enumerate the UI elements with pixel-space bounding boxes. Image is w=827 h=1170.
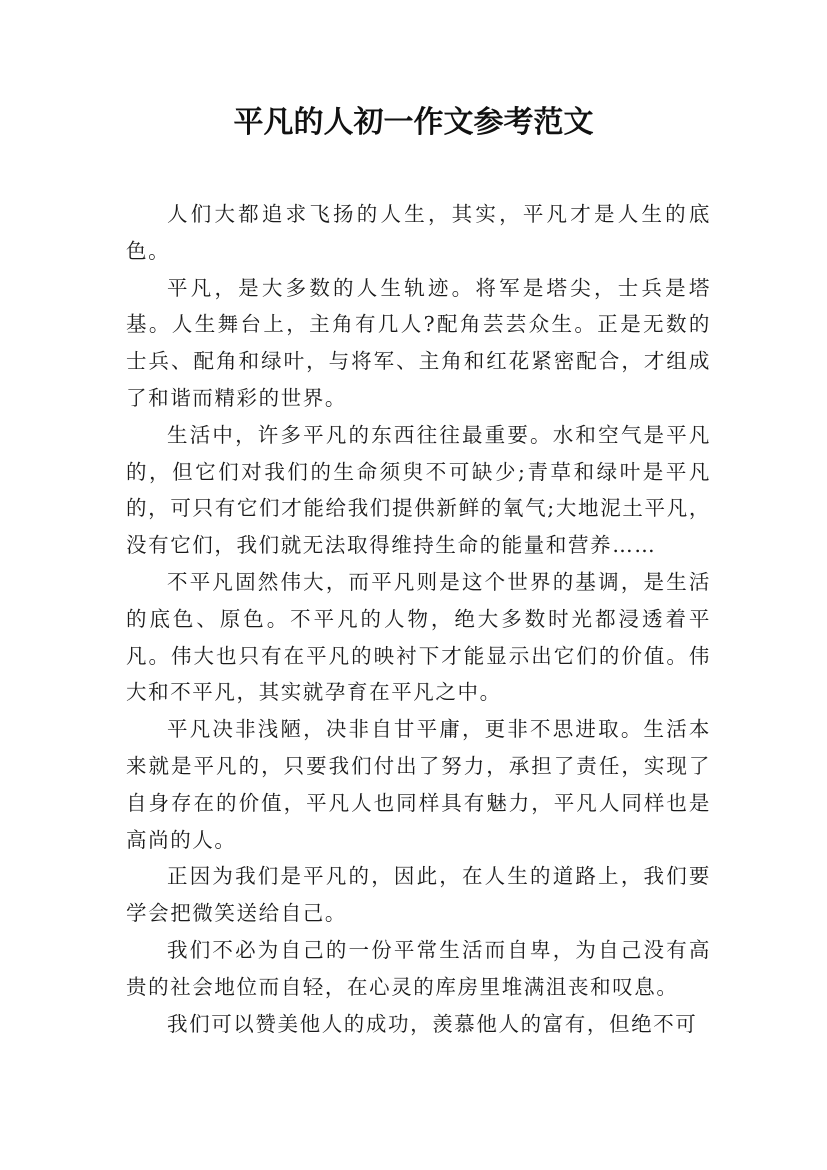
paragraph: 正因为我们是平凡的，因此，在人生的道路上，我们要学会把微笑送给自己。 xyxy=(126,864,711,926)
document-title: 平凡的人初一作文参考范文 xyxy=(233,105,594,140)
document-body xyxy=(126,196,711,1042)
paragraph: 我们可以赞美他人的成功，羡慕他人的富有，但绝不可 xyxy=(167,1011,698,1036)
paragraph: 平凡决非浅陋，决非自甘平庸，更非不思进取。生活本来就是平凡的，只要我们付出了努力，承担了责任，实现了自身存在的价值，平凡人也同样具有魅力，平凡人同样也是高尚的人。 xyxy=(126,717,711,852)
paragraph: 不平凡固然伟大，而平凡则是这个世界的基调，是生活的底色、原色。不平凡的人物，绝大多数时光都浸透着平凡。伟大也只有在平凡的映衬下才能显示出它们的价值。伟大和不平凡，其实就孕育在平凡之中。 xyxy=(126,569,711,705)
paragraph: 生活中，许多平凡的东西往往最重要。水和空气是平凡的，但它们对我们的生命须臾不可缺少;青草和绿叶是平凡的，可只有它们才能给我们提供新鲜的氧气;大地泥土平凡，没有它们，我们就无法取得维持生命的能量和营养…… xyxy=(126,422,711,558)
paragraph: 人们大都追求飞扬的人生，其实，平凡才是人生的底色。 xyxy=(126,202,711,263)
paragraph: 平凡，是大多数的人生轨迹。将军是塔尖，士兵是塔基。人生舞台上，主角有几人?配角芸芸众生。正是无数的士兵、配角和绿叶，与将军、主角和红花紧密配合，才组成了和谐而精彩的世界。 xyxy=(126,275,711,410)
paragraph: 我们不必为自己的一份平常生活而自卑，为自己没有高贵的社会地位而自轻，在心灵的库房里堆满沮丧和叹息。 xyxy=(126,937,711,999)
